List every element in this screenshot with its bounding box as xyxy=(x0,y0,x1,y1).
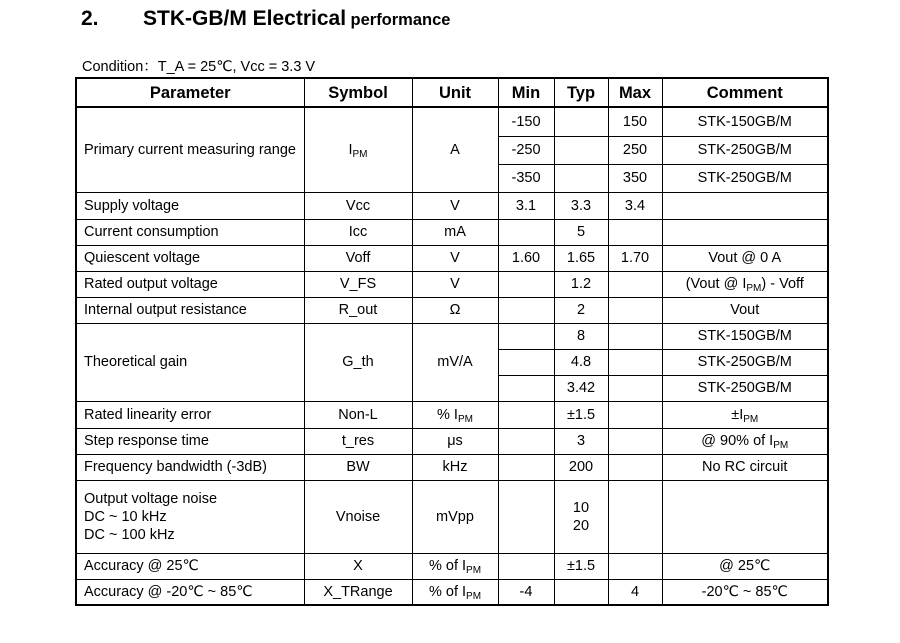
gain-unit: mV/A xyxy=(412,323,498,401)
accuracy-range-typ xyxy=(554,579,608,605)
table-row xyxy=(76,480,828,553)
test-condition: Condition：T_A = 25℃, Vcc = 3.3 V xyxy=(82,59,316,75)
primary-typ xyxy=(554,107,608,136)
bandwidth-comment: No RC circuit xyxy=(662,454,828,480)
noise-symbol: Vnoise xyxy=(304,480,412,553)
resistance-parameter: Internal output resistance xyxy=(76,297,304,323)
noise-parameter-title: Output voltage noise xyxy=(84,490,218,507)
noise-typ-10k: 10 xyxy=(572,499,590,516)
current-symbol: Icc xyxy=(304,219,412,245)
noise-max xyxy=(608,480,662,553)
current-min xyxy=(498,219,554,245)
noise-comment xyxy=(662,480,828,553)
accuracy-range-parameter: Accuracy @ -20℃ ~ 85℃ xyxy=(76,579,304,605)
current-parameter: Current consumption xyxy=(76,219,304,245)
table-row xyxy=(76,107,828,136)
primary-min: -150 xyxy=(498,107,554,136)
table-header-row xyxy=(76,78,828,107)
table-row xyxy=(76,192,828,219)
gain-comment: STK-250GB/M xyxy=(662,375,828,401)
rated-output-typ: 1.2 xyxy=(554,271,608,297)
step-symbol: t_res xyxy=(304,428,412,454)
step-comment: @ 90% of $I_{PM}$ xyxy=(662,428,828,454)
current-max xyxy=(608,219,662,245)
primary-range-symbol: $I_{PM}$ xyxy=(304,107,412,192)
noise-range-10k: DC ~ 10 kHz xyxy=(84,508,167,525)
quiescent-comment: Vout @ 0 A xyxy=(662,245,828,271)
primary-max: 250 xyxy=(608,136,662,164)
gain-typ: 8 xyxy=(554,323,608,349)
rated-output-symbol: V_FS xyxy=(304,271,412,297)
rated-output-parameter: Rated output voltage xyxy=(76,271,304,297)
linearity-max xyxy=(608,401,662,428)
accuracy-range-symbol: X_TRange xyxy=(304,579,412,605)
gain-max xyxy=(608,349,662,375)
gain-max xyxy=(608,375,662,401)
primary-comment: STK-250GB/M xyxy=(662,164,828,192)
accuracy25-parameter: Accuracy @ 25℃ xyxy=(76,553,304,579)
step-typ: 3 xyxy=(554,428,608,454)
primary-comment: STK-250GB/M xyxy=(662,136,828,164)
linearity-unit: % $I_{PM}$ xyxy=(412,401,498,428)
primary-typ xyxy=(554,164,608,192)
accuracy25-max xyxy=(608,553,662,579)
header-min: Min xyxy=(498,78,554,107)
rated-output-unit: V xyxy=(412,271,498,297)
noise-unit: mVpp xyxy=(412,480,498,553)
section-number: 2. xyxy=(81,7,99,30)
quiescent-min: 1.60 xyxy=(498,245,554,271)
noise-range-100k: DC ~ 100 kHz xyxy=(84,526,175,543)
gain-symbol: G_th xyxy=(304,323,412,401)
resistance-symbol: R_out xyxy=(304,297,412,323)
step-max xyxy=(608,428,662,454)
accuracy-range-max: 4 xyxy=(608,579,662,605)
accuracy-range-unit: % of $I_{PM}$ xyxy=(412,579,498,605)
linearity-parameter: Rated linearity error xyxy=(76,401,304,428)
current-typ: 5 xyxy=(554,219,608,245)
gain-max xyxy=(608,323,662,349)
supply-max: 3.4 xyxy=(608,192,662,219)
noise-typ xyxy=(554,480,608,553)
table-row xyxy=(76,428,828,454)
rated-output-max xyxy=(608,271,662,297)
supply-comment xyxy=(662,192,828,219)
gain-min xyxy=(498,375,554,401)
table-row xyxy=(76,271,828,297)
quiescent-symbol: Voff xyxy=(304,245,412,271)
linearity-symbol: Non-L xyxy=(304,401,412,428)
primary-min: -250 xyxy=(498,136,554,164)
linearity-comment: $\pm I_{PM}$ xyxy=(662,401,828,428)
primary-max: 150 xyxy=(608,107,662,136)
primary-max: 350 xyxy=(608,164,662,192)
noise-min xyxy=(498,480,554,553)
linearity-typ: ±1.5 xyxy=(554,401,608,428)
bandwidth-unit: kHz xyxy=(412,454,498,480)
supply-min: 3.1 xyxy=(498,192,554,219)
header-max: Max xyxy=(608,78,662,107)
section-title: STK-GB/M Electrical xyxy=(143,7,347,30)
table-row xyxy=(76,401,828,428)
rated-output-comment: (Vout @ $I_{PM}$) - Voff xyxy=(662,271,828,297)
table-row xyxy=(76,297,828,323)
accuracy-range-comment: -20℃ ~ 85℃ xyxy=(662,579,828,605)
quiescent-typ: 1.65 xyxy=(554,245,608,271)
noise-typ-100k: 20 xyxy=(572,517,590,534)
table-row xyxy=(76,323,828,349)
section-title-suffix: performance xyxy=(350,11,451,29)
supply-unit: V xyxy=(412,192,498,219)
table-row xyxy=(76,219,828,245)
gain-parameter: Theoretical gain xyxy=(76,323,304,401)
resistance-max xyxy=(608,297,662,323)
rated-output-min xyxy=(498,271,554,297)
bandwidth-parameter: Frequency bandwidth (-3dB) xyxy=(76,454,304,480)
section-heading xyxy=(81,7,450,31)
supply-symbol: Vcc xyxy=(304,192,412,219)
noise-parameter xyxy=(76,480,304,553)
resistance-typ: 2 xyxy=(554,297,608,323)
primary-range-unit: A xyxy=(412,107,498,192)
header-comment: Comment xyxy=(662,78,828,107)
supply-typ: 3.3 xyxy=(554,192,608,219)
step-min xyxy=(498,428,554,454)
linearity-min xyxy=(498,401,554,428)
header-typ: Typ xyxy=(554,78,608,107)
table-row xyxy=(76,245,828,271)
accuracy25-min xyxy=(498,553,554,579)
accuracy25-comment: @ 25℃ xyxy=(662,553,828,579)
table-row xyxy=(76,579,828,605)
quiescent-unit: V xyxy=(412,245,498,271)
quiescent-max: 1.70 xyxy=(608,245,662,271)
header-parameter: Parameter xyxy=(76,78,304,107)
supply-parameter: Supply voltage xyxy=(76,192,304,219)
quiescent-parameter: Quiescent voltage xyxy=(76,245,304,271)
resistance-min xyxy=(498,297,554,323)
electrical-performance-table xyxy=(75,77,829,606)
bandwidth-symbol: BW xyxy=(304,454,412,480)
table-row xyxy=(76,454,828,480)
gain-typ: 4.8 xyxy=(554,349,608,375)
accuracy-range-min: -4 xyxy=(498,579,554,605)
step-unit: μs xyxy=(412,428,498,454)
header-unit: Unit xyxy=(412,78,498,107)
gain-min xyxy=(498,349,554,375)
primary-comment: STK-150GB/M xyxy=(662,107,828,136)
accuracy25-symbol: X xyxy=(304,553,412,579)
resistance-unit: Ω xyxy=(412,297,498,323)
primary-min: -350 xyxy=(498,164,554,192)
gain-min xyxy=(498,323,554,349)
accuracy25-unit: % of $I_{PM}$ xyxy=(412,553,498,579)
bandwidth-max xyxy=(608,454,662,480)
bandwidth-min xyxy=(498,454,554,480)
gain-typ: 3.42 xyxy=(554,375,608,401)
resistance-comment: Vout xyxy=(662,297,828,323)
header-symbol: Symbol xyxy=(304,78,412,107)
current-unit: mA xyxy=(412,219,498,245)
table-row xyxy=(76,553,828,579)
bandwidth-typ: 200 xyxy=(554,454,608,480)
step-parameter: Step response time xyxy=(76,428,304,454)
gain-comment: STK-150GB/M xyxy=(662,323,828,349)
primary-typ xyxy=(554,136,608,164)
current-comment xyxy=(662,219,828,245)
primary-range-parameter: Primary current measuring range xyxy=(76,107,304,192)
accuracy25-typ: ±1.5 xyxy=(554,553,608,579)
gain-comment: STK-250GB/M xyxy=(662,349,828,375)
